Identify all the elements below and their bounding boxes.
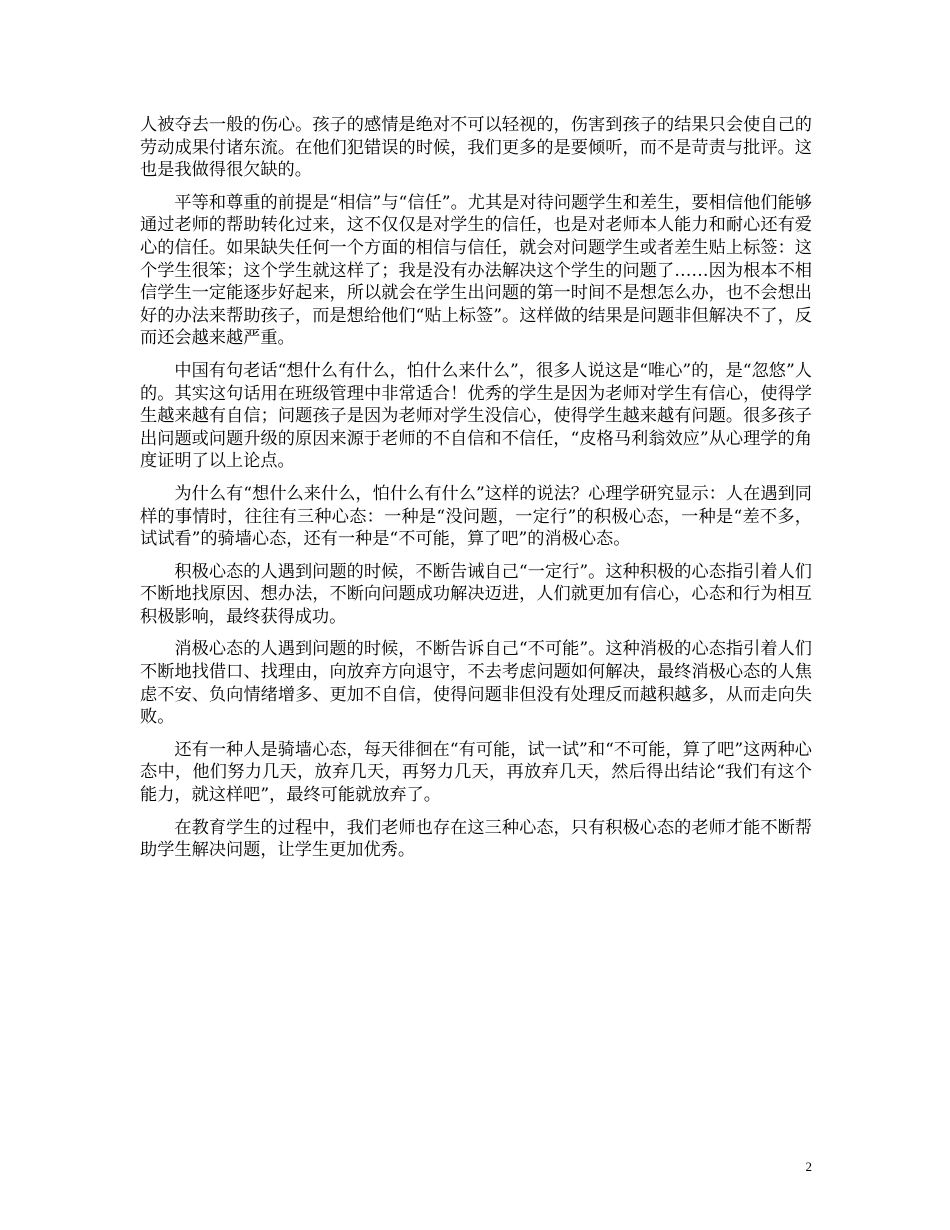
paragraph-6: 消极心态的人遇到问题的时候，不断告诉自己“不可能”。这种消极的心态指引着人们不断地找借口、找理由，向放弃方向退守，不去考虑问题如何解决，最终消极心态的人焦虑不安、负向情绪增多、更加不自信，使得问题非但没有处理反而越积越多，从而走向失败。 [140,639,812,728]
paragraph-8: 在教育学生的过程中，我们老师也存在这三种心态，只有积极心态的老师才能不断帮助学生解决问题，让学生更加优秀。 [140,817,812,861]
paragraph-5: 积极心态的人遇到问题的时候，不断告诫自己“一定行”。这种积极的心态指引着人们不断地找原因、想办法，不断向问题成功解决迈进，人们就更加有信心，心态和行为相互积极影响，最终获得成功。 [140,561,812,627]
paragraph-1: 人被夺去一般的伤心。孩子的感情是绝对不可以轻视的，伤害到孩子的结果只会使自己的劳动成果付诸东流。在他们犯错误的时候，我们更多的是要倾听，而不是苛责与批评。这也是我做得很欠缺的。 [140,115,812,181]
paragraph-2: 平等和尊重的前提是“相信”与“信任”。尤其是对待问题学生和差生，要相信他们能够通过老师的帮助转化过来，这不仅仅是对学生的信任，也是对老师本人能力和耐心还有爱心的信任。如果缺失任何一个方面的相信与信任，就会对问题学生或者差生贴上标签：这个学生很笨；这个学生就这样了；我是没有办法解决这个学生的问题了……因为根本不相信学生一定能逐步好起来，所以就会在学生出问题的第一时间不是想怎么办，也不会想出好的办法来帮助孩子，而是想给他们“贴上标签”。这样做的结果是问题非但解决不了，反而还会越来越严重。 [140,192,812,349]
paragraph-7: 还有一种人是骑墙心态，每天徘徊在“有可能，试一试”和“不可能，算了吧”这两种心态中，他们努力几天，放弃几天，再努力几天，再放弃几天，然后得出结论“我们有这个能力，就这样吧”，最终可能就放弃了。 [140,739,812,806]
paragraph-3: 中国有句老话“想什么有什么，怕什么来什么”，很多人说这是“唯心”的，是“忽悠”人的。其实这句话用在班级管理中非常适合！优秀的学生是因为老师对学生有信心，使得学生越来越有自信；问题孩子是因为老师对学生没信心，使得学生越来越有问题。很多孩子出问题或问题升级的原因来源于老师的不自信和不信任，“皮格马利翁效应”从心理学的角度证明了以上论点。 [140,360,812,472]
page-number: 2 [805,1159,812,1174]
body-text [140,114,812,872]
paragraph-4: 为什么有“想什么来什么，怕什么有什么”这样的说法？心理学研究显示：人在遇到同样的事情时，往往有三种心态：一种是“没问题，一定行”的积极心态，一种是“差不多，试试看”的骑墙心态，还有一种是“不可能，算了吧”的消极心态。 [140,483,812,550]
